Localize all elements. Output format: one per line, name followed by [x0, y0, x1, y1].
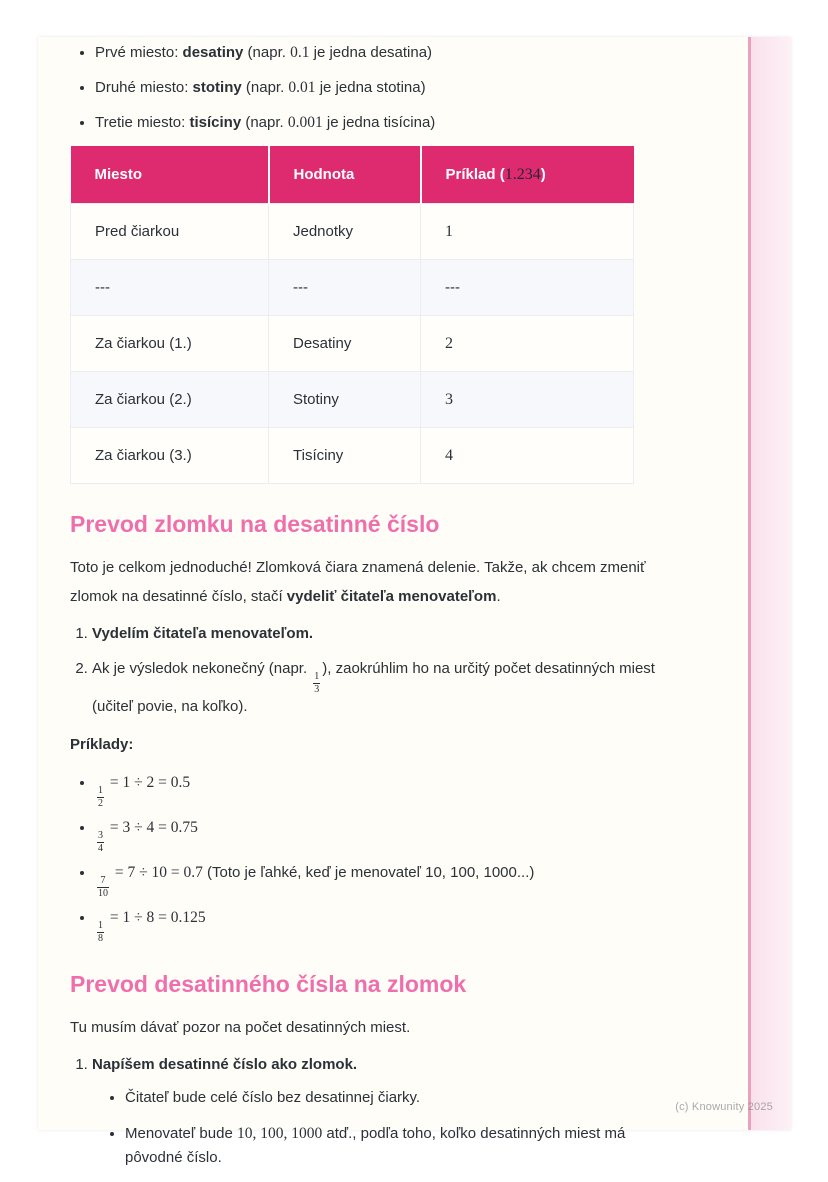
example-item: • $\frac{1}{8}$ = 1 ÷ 8 = 0.125	[95, 904, 692, 944]
table-cell: 1	[421, 204, 634, 260]
step-text: Napíšem desatinné číslo ako zlomok.	[92, 1056, 358, 1073]
example-item: • $\frac{1}{2}$ = 1 ÷ 2 = 0.5	[95, 769, 692, 809]
table-cell: 2	[421, 316, 634, 372]
step-item	[92, 1053, 672, 1170]
page-content	[70, 37, 692, 1182]
step-item: 2. Ak je výsledok nekonečný (napr. $\frac{1}{3}$ ), zaokrúhlim ho na určitý počet desatinných miest (učiteľ povie, na koľko).	[92, 657, 672, 719]
step-item: 1. Vydelím čitateľa menovateľom.	[92, 622, 672, 646]
example-item: • $\frac{7}{10}$ = 7 ÷ 10 = 0.7 (Toto je ľahké, keď je menovateľ 10, 100, 1000...)	[95, 859, 692, 899]
table-row	[71, 428, 634, 484]
table-cell: Jednotky	[269, 204, 421, 260]
table-cell: Stotiny	[269, 372, 421, 428]
decimal-places-list	[70, 41, 692, 135]
fraction: • $\frac{3}{4}$	[98, 830, 103, 854]
section2-paragraph: Tu musím dávať pozor na počet desatinných miest.	[70, 1019, 411, 1036]
column-header-miesto: Miesto	[71, 146, 269, 204]
sub-list-item: • Menovateľ bude 10, 100, 1000 atď., podľa toho, koľko desatinných miest má pôvodné číslo.	[125, 1122, 672, 1170]
table-row	[71, 316, 634, 372]
fraction: • $\frac{1}{2}$	[98, 785, 103, 809]
examples-list	[70, 769, 692, 944]
table-header-row	[71, 146, 634, 204]
fraction: • $\frac{7}{10}$	[98, 875, 108, 899]
list-item: • Tretie miesto: tisíciny (napr. 0.001 je jedna tisícina)	[95, 111, 692, 135]
sub-list-item: • Čitateľ bude celé číslo bez desatinnej čiarky.	[125, 1086, 672, 1110]
fraction: • $\frac{1}{8}$	[98, 920, 103, 944]
column-header-hodnota: Hodnota	[269, 146, 421, 204]
table-cell: ---	[269, 260, 421, 316]
copyright-watermark: (c) Knowunity 2025	[675, 1101, 773, 1113]
table-cell: Desatiny	[269, 316, 421, 372]
table-cell: 3	[421, 372, 634, 428]
document-page	[38, 37, 791, 1166]
column-header-priklad: Príklad (1.234)	[421, 146, 634, 204]
table-cell: Za čiarkou (3.)	[71, 428, 269, 484]
section-heading-fraction-to-decimal: Prevod zlomku na desatinné číslo	[70, 511, 440, 537]
section1-paragraph: Toto je celkom jednoduché! Zlomková čiara znamená delenie. Takže, ak chcem zmeniť zlomok na desatinné číslo, stačí vydeliť čitateľa menovateľom.	[70, 559, 646, 605]
section-heading-decimal-to-fraction: Prevod desatinného čísla na zlomok	[70, 971, 467, 997]
table-cell: Pred čiarkou	[71, 204, 269, 260]
table-row	[71, 204, 634, 260]
fraction: $\frac{1}{3}$	[314, 671, 320, 695]
examples-label: Príklady:	[70, 736, 134, 753]
table-cell: ---	[421, 260, 634, 316]
example-item: • $\frac{3}{4}$ = 3 ÷ 4 = 0.75	[95, 814, 692, 854]
table-row	[71, 372, 634, 428]
table-cell: ---	[71, 260, 269, 316]
table-cell: Za čiarkou (2.)	[71, 372, 269, 428]
step-sub-list	[92, 1086, 672, 1170]
table-cell: 4	[421, 428, 634, 484]
pink-accent-bar	[748, 37, 791, 1130]
conversion-table	[70, 146, 634, 484]
list-item: • Prvé miesto: desatiny (napr. 0.1 je jedna desatina)	[95, 41, 692, 65]
list-item: • Druhé miesto: stotiny (napr. 0.01 je jedna stotina)	[95, 76, 692, 100]
section1-steps-list	[70, 622, 692, 719]
table-cell: Za čiarkou (1.)	[71, 316, 269, 372]
table-row	[71, 260, 634, 316]
section2-steps-list	[70, 1053, 692, 1170]
table-cell: Tisíciny	[269, 428, 421, 484]
